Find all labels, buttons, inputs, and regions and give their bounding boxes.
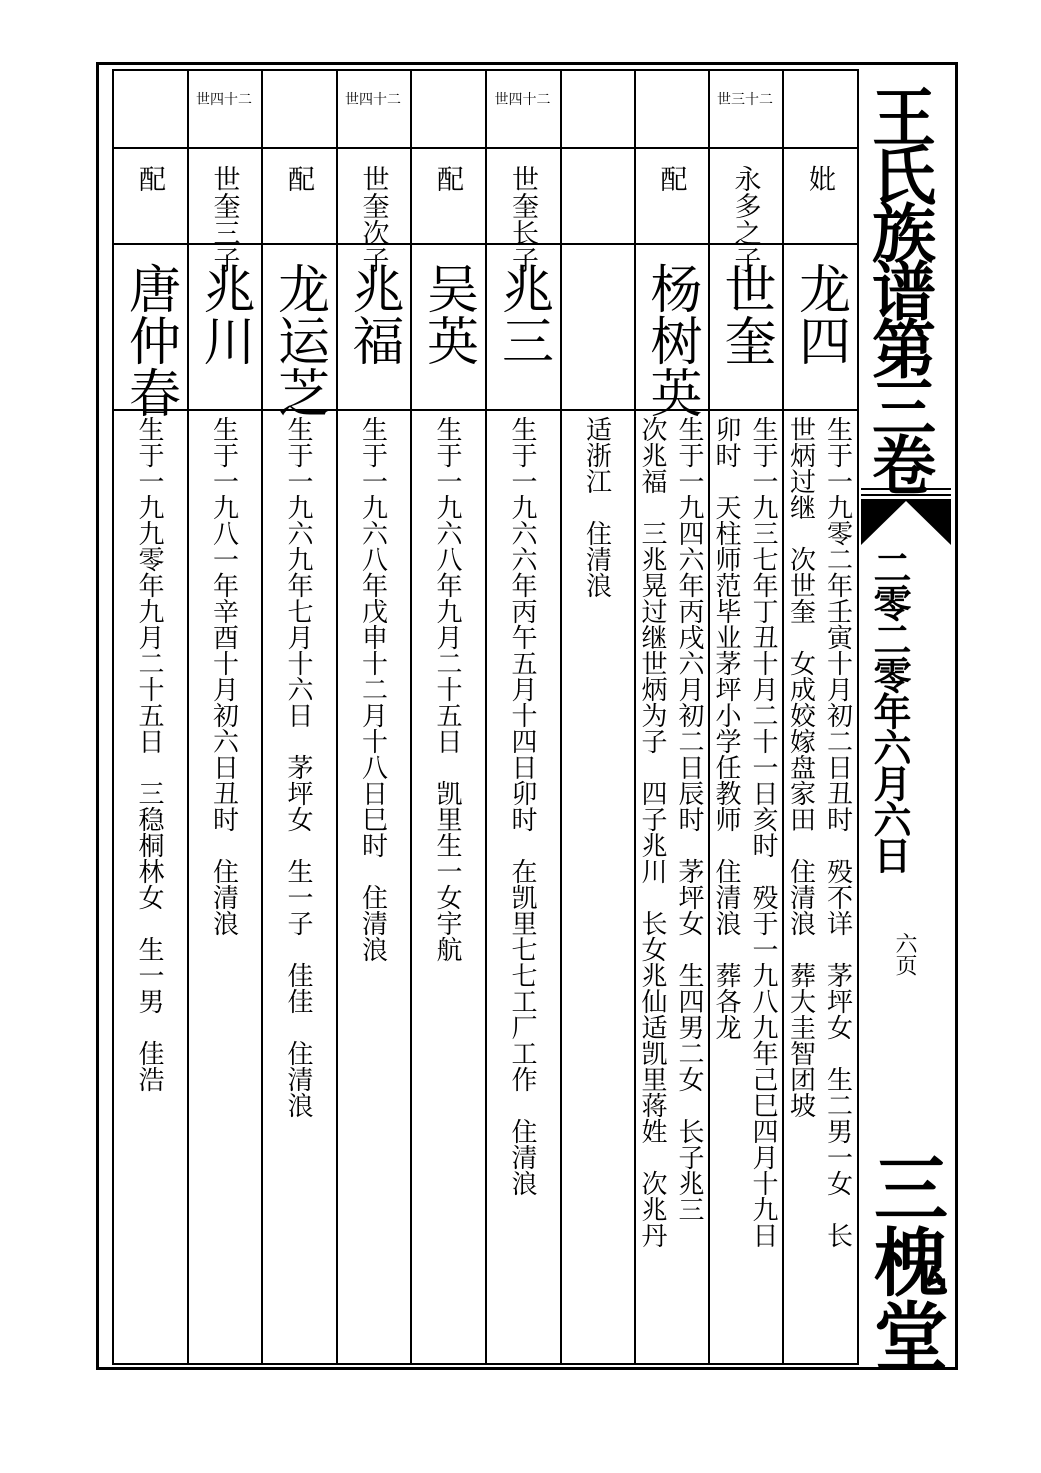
biography-line: 适浙江 住清浪 <box>581 416 612 598</box>
book-title: 王氏族谱第三卷 <box>861 84 936 490</box>
column-divider <box>410 69 412 1363</box>
row-divider <box>112 147 859 149</box>
biography-line: 生于一九六九年七月十六日 茅坪女 生一子 佳佳 住清浪 <box>283 416 313 1118</box>
page-number: 六页 <box>892 932 917 976</box>
biography-line: 卯时 天柱师范毕业茅坪小学任教师 住清浪 葬各龙 <box>711 416 741 1040</box>
generation-label: 世三十二 <box>717 92 773 108</box>
column-divider <box>187 69 189 1363</box>
column-divider <box>857 69 859 1363</box>
person-name: 兆三 <box>492 262 553 366</box>
row-divider <box>112 1363 859 1365</box>
column-divider <box>708 69 710 1363</box>
biography-line: 生于一九八一年辛酉十月初六日丑时 住清浪 <box>208 416 239 936</box>
person-name: 龙四 <box>789 262 850 366</box>
biography-line: 生于一九四六年丙戌六月初二日辰时 茅坪女 生四男二女 长子兆三 <box>674 416 704 1222</box>
person-name: 吴英 <box>417 262 478 366</box>
compile-date: 二零二零年六月六日 <box>867 548 912 872</box>
column-divider <box>112 69 114 1363</box>
relation-label: 配 <box>134 165 165 192</box>
person-name: 世奎 <box>715 262 775 366</box>
person-name: 杨树英 <box>641 262 701 418</box>
person-name: 龙运芝 <box>268 262 329 418</box>
column-divider <box>485 69 487 1363</box>
column-divider <box>261 69 263 1363</box>
generation-label: 世四十二 <box>345 92 401 108</box>
biography-line: 次兆福 三兆晃过继世炳为子 四子兆川 长女兆仙适凯里蒋姓 次兆丹 <box>637 416 667 1248</box>
relation-label: 世奎次子 <box>357 165 389 273</box>
column-divider <box>782 69 784 1363</box>
row-divider <box>112 69 859 71</box>
generation-label: 世四十二 <box>494 92 551 108</box>
generation-label: 世四十二 <box>196 92 252 108</box>
biography-line: 生于一九六八年戊申十二月十八日巳时 住清浪 <box>357 416 388 962</box>
relation-label: 配 <box>432 165 463 192</box>
column-divider <box>560 69 562 1363</box>
person-name: 兆川 <box>194 262 254 366</box>
biography-line: 世炳过继 次世奎 女成姣嫁盘家田 住清浪 葬大圭智团坡 <box>785 416 816 1118</box>
biography-line: 生于一九九零年九月二十五日 三稳桐林女 生一男 佳浩 <box>134 416 164 1092</box>
biography-line: 生于一九六八年九月二十五日 凯里生一女宇航 <box>432 416 462 962</box>
relation-label: 世奎长子 <box>507 165 538 273</box>
hall-name: 三槐堂 <box>862 1150 948 1372</box>
relation-label: 配 <box>655 165 687 192</box>
relation-label: 妣 <box>804 165 835 192</box>
biography-line: 生于一九零二年壬寅十月初二日丑时 殁不详 茅坪女 生二男一女 长 <box>822 416 853 1248</box>
relation-label: 世奎三子 <box>208 165 240 273</box>
biography-line: 生于一九三七年丁丑十月二十一日亥时 殁于一九八九年己巳四月十九日 <box>748 416 778 1248</box>
person-name: 唐仲春 <box>119 262 180 418</box>
column-divider <box>336 69 338 1363</box>
biography-line: 生于一九六六年丙午五月十四日卯时 在凯里七七工厂工作 住清浪 <box>507 416 537 1196</box>
person-name: 兆福 <box>343 262 403 366</box>
row-divider <box>112 409 859 411</box>
relation-label: 配 <box>283 165 314 192</box>
fishtail-mark <box>855 487 955 547</box>
column-divider <box>634 69 636 1363</box>
relation-label: 永多之子 <box>729 165 761 273</box>
